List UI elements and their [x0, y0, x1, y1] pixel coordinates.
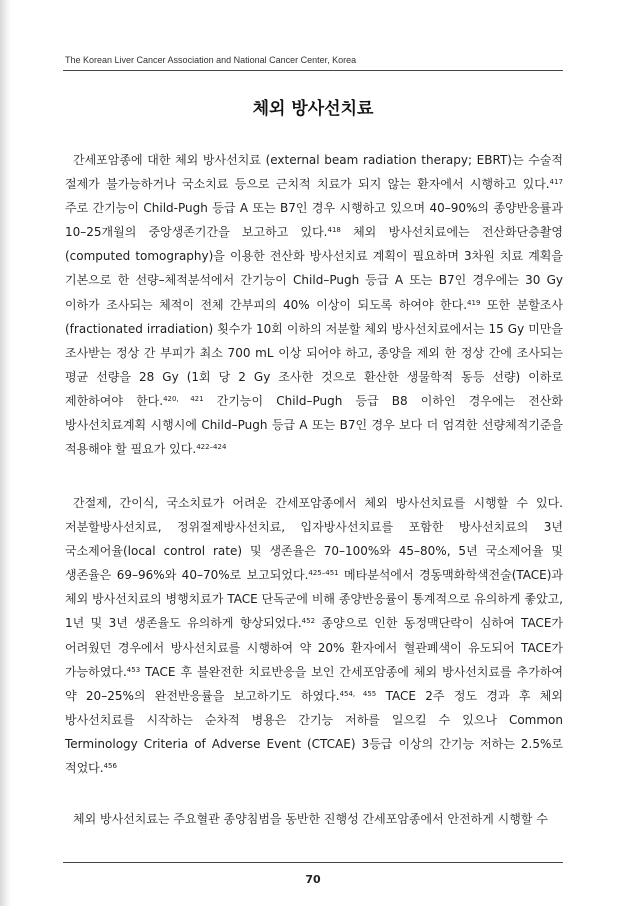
reference-superscript: 422–424	[196, 443, 227, 452]
body-paragraph-3	[65, 807, 563, 831]
body-paragraph-2	[65, 491, 563, 780]
section-title: 체외 방사선치료	[252, 99, 374, 119]
paragraph-text-run: 간세포암종에 대한 체외 방사선치료 (external beam radiation therapy; EBRT)는 수술적 절제가 불가능하거나 국소치료 등으로 근치적 치료가 되지 않는 환자에서 시행하고 있다.	[65, 153, 563, 192]
paragraph-text-run: TACE 2주 정도 경과 후 체외 방사선치료를 시작하는 순차적 병용은 간기능 저하를 일으킬 수 있으나 Common Terminology Criteria of Adverse Event (CTCAE) 3등급 이상의 간기능 저하는 2.5%로 적었다.	[65, 688, 563, 776]
paragraph-text-run: 체외 방사선치료는 주요혈관 종양침범을 동반한 진행성 간세포암종에서 안전하게 시행할 수	[73, 812, 548, 826]
page-edge-shadow	[0, 0, 11, 906]
header-divider	[63, 70, 563, 71]
running-header: The Korean Liver Cancer Association and National Cancer Center, Korea	[65, 55, 357, 65]
paragraph-text-run: TACE 후 불완전한 치료반응을 보인 간세포암종에 체외 방사선치료를 추가하여 약 20–25%의 완전반응률을 보고하기도 하였다.	[65, 664, 563, 703]
footer-divider	[63, 862, 563, 863]
reference-superscript: 454, 455	[339, 689, 377, 698]
paragraph-text-run: 체외 방사선치료에는 전산화단층촬영(computed tomography)을 이용한 전산화 방사선치료 계획이 필요하며 3차원 치료 계획을 기본으로 한 선량–체적분석에서 간기능이 Child–Pugh 등급 A 또는 B7인 경우에는 30 Gy 이하가 조사되는 체적이 전체 간부피의 40% 이상이 되도록 하여야 한다.	[65, 225, 563, 312]
reference-superscript: 456	[103, 762, 117, 771]
reference-superscript: 425–451	[308, 569, 339, 578]
reference-superscript: 452	[301, 617, 316, 626]
paragraph-text-run: 주로 간기능이 Child-Pugh 등급 A 또는 B7인 경우 시행하고 있으며 40–90%의 종양반응률과 10–25개월의 중앙생존기간을 보고하고 있다.	[65, 201, 563, 240]
paragraph-text-run: 간절제, 간이식, 국소치료가 어려운 간세포암종에서 체외 방사선치료를 시행할 수 있다. 저분할방사선치료, 정위절제방사선치료, 입자방사선치료를 포함한 방사선치료의 3년 국소제어율(local control rate) 및 생존율은 70–100%와 45–80%, 5년 국소제어율 및 생존율은 69–96%와 40–70%로 보고되었다.	[65, 496, 563, 583]
reference-superscript: 419	[467, 298, 481, 307]
reference-superscript: 420, 421	[163, 394, 204, 403]
body-paragraph-1	[65, 148, 563, 461]
reference-superscript: 453	[126, 665, 141, 674]
paragraph-text-run: 종양으로 인한 동정맥단락이 심하여 TACE가 어려웠던 경우에서 방사선치료를 시행하여 약 20% 환자에서 혈관폐색이 유도되어 TACE가 가능하였다.	[65, 616, 563, 679]
reference-superscript: 417	[549, 178, 563, 187]
paragraph-text-run: 메타분석에서 경동맥화학색전술(TACE)과 체외 방사선치료의 병행치료가 TACE 단독군에 비해 종양반응률이 통계적으로 유의하게 좋았고, 1년 및 3년 생존율도 유의하게 향상되었다.	[65, 568, 564, 631]
paragraph-text-run: 또한 분할조사(fractionated irradiation) 횟수가 10회 이하의 저분할 체외 방사선치료에서는 15 Gy 미만을 조사받는 정상 간 부피가 최소 700 mL 이상 되어야 하고, 종양을 제외 한 정상 간에 조사되는 평균 선량을 28 Gy (1회 당 2 Gy 조사한 것으로 환산한 생물학적 동등 선량) 이하로 제한하여야 한다.	[65, 297, 563, 408]
reference-superscript: 418	[327, 226, 341, 235]
paragraph-text-run: 간기능이 Child–Pugh 등급 B8 이하인 경우에는 전산화 방사선치료계획 시행시에 Child–Pugh 등급 A 또는 B7인 경우 보다 더 엄격한 선량체적기준을 적용해야 할 필요가 있다.	[65, 393, 563, 457]
page-number: 70	[305, 873, 321, 886]
